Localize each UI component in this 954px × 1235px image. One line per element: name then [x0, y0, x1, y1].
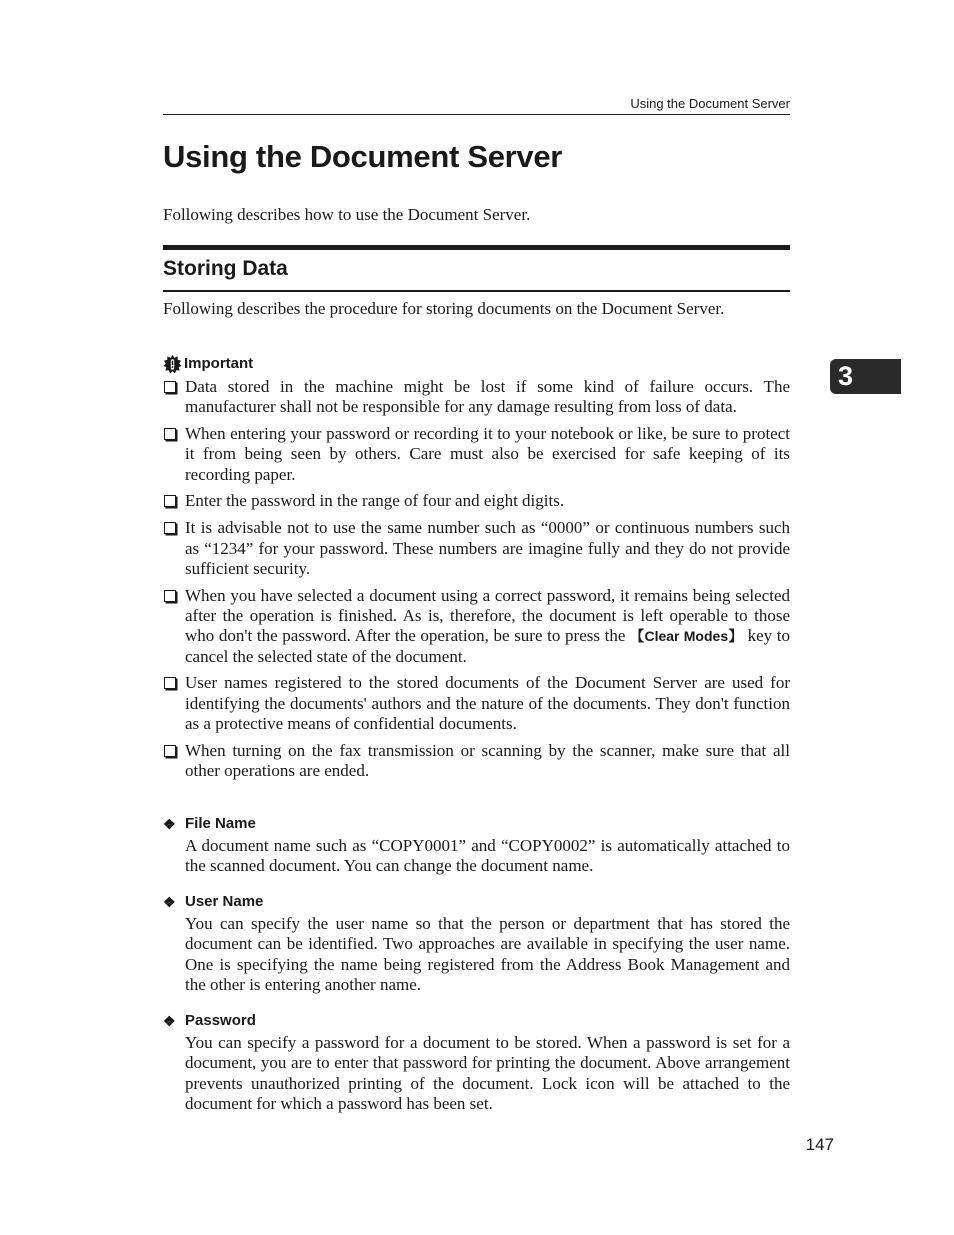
list-item: [163, 586, 790, 667]
list-item: [163, 424, 790, 485]
diamond-icon: ❖: [163, 1013, 176, 1029]
list-item-text: Data stored in the machine might be lost if some kind of failure occurs. The manufacturer shall not be responsible for any damage resulting from loss of data.: [185, 377, 790, 417]
subsection-password: [163, 1011, 790, 1114]
subsection-heading-label: Password: [185, 1012, 256, 1029]
page-title: Using the Document Server: [163, 139, 563, 174]
list-item: [163, 673, 790, 734]
list-item-text: It is advisable not to use the same number such as “0000” or continuous numbers such as “1234” for your password. These numbers are imagine fully and they do not provide sufficient security.: [185, 518, 790, 578]
section-heading: Storing Data: [163, 257, 288, 280]
important-heading: [163, 354, 253, 374]
section-intro: Following describes the procedure for storing documents on the Document Server.: [163, 299, 725, 318]
list-item: [163, 518, 790, 579]
list-item: [163, 741, 790, 782]
clear-modes-key: 【Clear Modes】: [630, 628, 743, 645]
section-rule-top: [163, 245, 790, 250]
list-item: [163, 377, 790, 418]
checkbox-icon: [164, 590, 176, 602]
section-rule-bottom: [163, 290, 790, 292]
checkbox-icon: [164, 381, 176, 393]
list-item-text: Enter the password in the range of four and eight digits.: [185, 491, 565, 511]
subsection-file-name: [163, 814, 790, 877]
page-number: 147: [805, 1135, 834, 1154]
checkbox-icon: [164, 745, 176, 757]
checkbox-icon: [164, 495, 176, 507]
subsection-heading-label: File Name: [185, 815, 256, 832]
checkbox-icon: [164, 677, 176, 689]
checkbox-icon: [164, 428, 176, 440]
subsection-heading-label: User Name: [185, 893, 264, 910]
important-list: [163, 377, 790, 788]
diamond-icon: ❖: [163, 894, 176, 910]
subsection-user-name: [163, 892, 790, 995]
diamond-icon: ❖: [163, 816, 176, 832]
list-item-text: key to cancel the selected state of the document.: [185, 626, 790, 666]
running-head: Using the Document Server: [163, 96, 790, 115]
chapter-tab: 3: [830, 359, 901, 394]
list-item-text: When you have selected a document using a correct password, it remains being selected after the operation is finished. As is, therefore, the document is left operable to those who don't the password. After the operation, be sure to press the: [185, 585, 790, 646]
important-icon: [163, 355, 182, 374]
list-item-text: When turning on the fax transmission or scanning by the scanner, make sure that all other operations are ended.: [185, 740, 790, 781]
list-item-text: When entering your password or recording it to your notebook or like, be sure to protect it from being seen by others. Care must also be exercised for safe keeping of its recording paper.: [185, 424, 790, 484]
subsection-heading: [163, 1011, 790, 1031]
subsection-heading: [163, 814, 790, 834]
subsection-body: You can specify a password for a document to be stored. When a password is set for a document, you are to enter that password for printing the document. Above arrangement prevents unauthorized printing of the document. Lock icon will be attached to the document for which a password has been set.: [185, 1033, 790, 1113]
list-item: [163, 491, 790, 511]
checkbox-icon: [164, 522, 176, 534]
subsection-heading: [163, 892, 790, 912]
subsection-body: A document name such as “COPY0001” and “COPY0002” is automatically attached to the scanned document. You can change the document name.: [185, 836, 790, 876]
subsection-body: You can specify the user name so that the person or department that has stored the document can be identified. Two approaches are available in specifying the user name. One is specifying the name being registered from the Address Book Management and the other is entering another name.: [185, 914, 790, 994]
important-label: Important: [184, 355, 254, 372]
list-item-text: User names registered to the stored documents of the Document Server are used for identifying the documents' authors and the nature of the documents. They don't function as a protective means of confidential documents.: [185, 673, 790, 733]
page-intro: Following describes how to use the Document Server.: [163, 205, 531, 224]
